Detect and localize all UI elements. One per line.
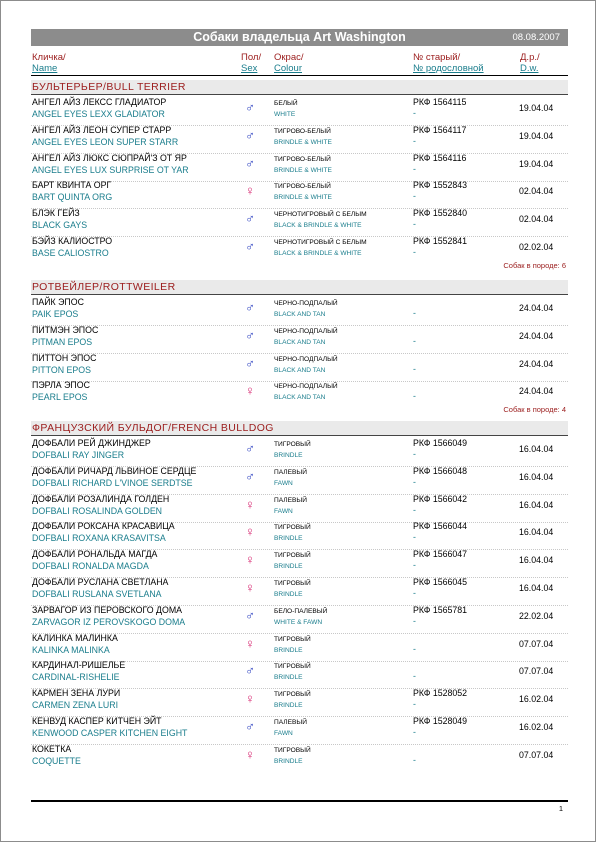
male-symbol-icon: ♂ [245,127,255,143]
dog-name-en: ANGEL EYES LEXX GLADIATOR [32,109,165,119]
dog-colour-ru: ЧЕРНО-ПОДПАЛЫЙ [274,300,338,307]
dog-name-en: KALINKA MALINKA [32,644,110,655]
dog-name-en: CARDINAL-RISHELIE [32,672,120,683]
dog-name-ru: КАЛИНКА МАЛИНКА [32,632,118,643]
dog-name-en: DOFBALI RAY JINGER [32,450,125,460]
column-header-sex-ru: Пол/ [241,52,262,63]
dog-name-ru: ПИТМЭН ЭПОС [32,324,99,335]
dog-colour-ru: ТИГРОВЫЙ [274,691,311,699]
dog-date-of-birth: 16.04.04 [519,555,554,566]
dog-row [31,208,568,237]
dog-row [31,297,568,326]
breed-count: Собак в породе: 6 [503,260,566,270]
dog-name-en: CARMEN ZENA LURI [32,700,119,711]
dog-registration-old: РКФ 1566049 [413,438,468,448]
column-header-colour-ru: Окрас/ [274,52,304,63]
dog-registration-pedigree: - [413,135,416,146]
dog-name-ru: КОКЕТКА [32,743,72,754]
dog-row [31,549,568,578]
dog-colour-en: FAWN [274,479,293,487]
column-header-name [32,52,66,74]
column-header-registration-ru: № старый/ [413,52,461,63]
dog-colour-ru: ТИГРОВЫЙ [274,552,311,560]
dog-colour-en: BLACK AND TAN [274,311,326,318]
dog-colour-en: BLACK & BRINDLE & WHITE [274,222,362,230]
dog-colour-en: BRINDLE & WHITE [274,166,332,174]
dog-name-en: BART QUINTA ORG [32,192,113,203]
dog-row [31,521,568,550]
dog-colour-ru: ЧЕРНО-ПОДПАЛЫЙ [274,383,338,391]
dog-registration-old: РКФ 1566048 [413,465,468,476]
dog-registration-old: РКФ 1552841 [413,236,468,246]
dog-registration-pedigree: - [413,308,416,318]
dog-colour-en: BRINDLE [274,702,303,710]
male-symbol-icon: ♂ [245,468,255,484]
dog-row [31,353,568,382]
dog-colour-ru: ПАЛЕВЫЙ [274,468,307,476]
dog-colour-en: BRINDLE & WHITE [274,194,332,202]
dog-date-of-birth: 16.04.04 [519,499,554,510]
female-symbol-icon: ♀ [245,746,255,762]
dog-colour-en: FAWN [274,507,293,515]
dog-colour-ru: БЕЛЫЙ [274,100,298,107]
dog-colour-ru: ЧЕРНО-ПОДПАЛЫЙ [274,355,338,363]
dog-registration-old: РКФ 1564116 [413,152,467,163]
column-header-dob-ru: Д.р./ [520,52,540,63]
dog-colour-ru: ТИГРОВЫЙ [274,580,311,587]
dog-date-of-birth: 07.07.04 [519,666,554,677]
dog-date-of-birth: 16.04.04 [519,527,554,538]
dog-colour-ru: ЧЕРНОТИГРОВЫЙ С БЕЛЫМ [274,239,367,246]
dog-name-en: ZARVAGOR IZ PEROVSKOGO DOMA [32,616,186,627]
dog-name-en: PITMAN EPOS [32,336,93,347]
breed-count: Собак в породе: 4 [503,405,566,415]
column-header-registration-en: № родословной [413,63,484,74]
dog-date-of-birth: 16.02.04 [519,722,554,732]
dog-registration-pedigree: - [413,588,416,598]
dog-row [31,97,568,126]
column-header-registration [413,52,484,74]
dog-colour-ru: ТИГРОВЫЙ [274,746,311,754]
dog-registration-pedigree: - [413,615,416,626]
dog-name-ru: ЗАРВАГОР ИЗ ПЕРОВСКОГО ДОМА [32,604,183,615]
dog-colour-ru: ПАЛЕВЫЙ [274,496,307,504]
dog-name-ru: ДОФБАЛИ РОЗАЛИНДА ГОЛДЕН [32,493,170,504]
male-symbol-icon: ♂ [245,355,255,371]
dog-date-of-birth: 19.04.04 [519,130,554,141]
dog-row [31,660,568,689]
dog-name-ru: КЕНВУД КАСПЕР КИТЧЕН ЭЙТ [32,716,162,726]
dog-name-ru: БЭЙЗ КАЛИОСТРО [32,236,113,246]
dog-registration-pedigree: - [413,476,416,487]
dog-colour-ru: ПАЛЕВЫЙ [274,719,307,726]
dog-registration-old: РКФ 1564115 [413,97,467,107]
dog-date-of-birth: 19.04.04 [519,103,554,113]
dog-registration-pedigree: - [413,191,416,202]
breed-header [31,280,568,295]
dog-row [31,605,568,634]
breed-title: РОТВЕЙЛЕР/ROTTWEILER [32,281,176,293]
dog-colour-en: WHITE & FAWN [274,618,323,626]
dog-name-en: BLACK GAYS [32,220,88,231]
dog-name-ru: БЛЭК ГЕЙЗ [32,208,80,219]
dog-registration-pedigree: - [413,247,416,257]
dog-name-ru: АНГЕЛ АЙЗ ЛЕОН СУПЕР СТАРР [32,124,172,135]
dog-name-en: PAIK EPOS [32,309,79,319]
dog-registration-old: РКФ 1552843 [413,180,468,191]
dog-colour-ru: ТИГРОВО-БЕЛЫЙ [274,183,331,191]
male-symbol-icon: ♂ [245,155,255,171]
dog-name-en: ANGEL EYES LUX SURPRISE OT YAR [32,164,189,175]
male-symbol-icon: ♂ [245,719,255,734]
dog-colour-ru: ТИГРОВЫЙ [274,524,311,532]
dog-name-ru: ПАЙК ЭПОС [32,297,84,307]
dog-date-of-birth: 02.04.04 [519,186,554,197]
dog-name-en: ANGEL EYES LEON SUPER STARR [32,136,179,147]
dog-name-ru: АНГЕЛ АЙЗ ЛЕКСС ГЛАДИАТОР [32,97,167,107]
dog-row [31,577,568,606]
breed-header [31,80,568,95]
dog-name-en: PEARL EPOS [32,392,88,403]
dog-row [31,494,568,523]
column-header-sex-en: Sex [241,63,258,74]
column-header-dob [520,52,540,74]
female-symbol-icon: ♀ [245,183,255,199]
dog-registration-old: РКФ 1566044 [413,521,468,532]
dog-name-ru: АНГЕЛ АЙЗ ЛЮКС СЮПРАЙ'З ОТ ЯР [32,152,187,163]
dog-name-ru: КАРДИНАЛ-РИШЕЛЬЕ [32,660,126,671]
dog-date-of-birth: 16.04.04 [519,471,554,482]
dog-colour-en: BRINDLE & WHITE [274,138,332,146]
dog-registration-pedigree: - [413,671,416,682]
dog-registration-pedigree: - [413,363,416,374]
dog-colour-ru: ТИГРОВЫЙ [274,663,311,671]
footer-divider [31,800,568,802]
dog-name-ru: КАРМЕН ЗЕНА ЛУРИ [32,688,121,699]
dog-date-of-birth: 24.04.04 [519,330,554,341]
dog-name-ru: ДОФБАЛИ РИЧАРД ЛЬВИНОЕ СЕРДЦЕ [32,465,197,476]
column-header-colour-en: Colour [274,63,302,74]
dog-registration-old: РКФ 1566042 [413,493,468,504]
female-symbol-icon: ♀ [245,524,255,540]
dog-registration-pedigree: - [413,335,416,346]
dog-row [31,180,568,209]
dog-row [31,633,568,662]
female-symbol-icon: ♀ [245,383,255,399]
dog-registration-pedigree: - [413,699,416,710]
female-symbol-icon: ♀ [245,496,255,512]
dog-date-of-birth: 16.04.04 [519,583,554,593]
dog-name-en: DOFBALI RICHARD L'VINOE SERDTSE [32,477,193,488]
dog-registration-pedigree: - [413,560,416,571]
dog-registration-pedigree: - [413,449,416,459]
breed-title: ФРАНЦУЗСКИЙ БУЛЬДОГ/FRENCH BULLDOG [32,422,274,434]
dog-colour-ru: ТИГРОВЫЙ [274,441,311,448]
dog-row [31,438,568,467]
dog-registration-old: РКФ 1566047 [413,549,468,560]
dog-colour-en: BRINDLE [274,646,303,654]
dog-colour-en: BLACK AND TAN [274,338,326,346]
dog-row [31,380,568,408]
dog-registration-old: РКФ 1552840 [413,208,468,219]
dog-name-en: COQUETTE [32,755,81,766]
dog-registration-old: РКФ 1566045 [413,577,468,587]
dog-colour-en: BRINDLE [274,757,303,765]
dog-registration-pedigree: - [413,504,416,515]
dog-colour-ru: ТИГРОВЫЙ [274,635,311,643]
report-title-bar [31,29,568,46]
dog-name-en: BASE CALIOSTRO [32,248,109,258]
dog-name-ru: ДОФБАЛИ РУСЛАНА СВЕТЛАНА [32,577,169,587]
page-number: 1 [558,804,563,813]
dog-colour-en: BLACK & BRINDLE & WHITE [274,250,362,257]
dog-name-ru: ДОФБАЛИ РОНАЛЬДА МАГДА [32,549,158,560]
dog-registration-pedigree: - [413,219,416,230]
dog-date-of-birth: 19.04.04 [519,158,554,169]
dog-registration-old: РКФ 1528049 [413,716,468,726]
dog-colour-en: BLACK AND TAN [274,366,326,374]
male-symbol-icon: ♂ [245,327,255,343]
breed-title: БУЛЬТЕРЬЕР/BULL TERRIER [32,81,186,93]
header-divider [31,75,568,76]
dog-colour-ru: БЕЛО-ПАЛЕВЫЙ [274,607,328,615]
dog-name-en: DOFBALI RONALDA MAGDA [32,561,149,572]
dog-colour-ru: ЧЕРНО-ПОДПАЛЫЙ [274,327,338,335]
dog-name-en: DOFBALI RUSLANA SVETLANA [32,589,162,599]
column-header-sex [241,52,261,74]
dog-row [31,466,568,495]
dog-date-of-birth: 07.07.04 [519,749,554,760]
dog-date-of-birth: 24.04.04 [519,358,554,369]
dog-colour-en: FAWN [274,730,293,737]
dog-name-en: DOFBALI ROXANA KRASAVITSA [32,533,166,544]
dog-colour-en: BRINDLE [274,674,303,682]
dog-row [31,125,568,154]
dog-colour-en: BRINDLE [274,535,303,543]
dog-date-of-birth: 24.04.04 [519,386,554,397]
dog-date-of-birth: 24.04.04 [519,303,554,313]
dog-row [31,716,568,745]
dog-colour-ru: ЧЕРНОТИГРОВЫЙ С БЕЛЫМ [274,211,367,219]
male-symbol-icon: ♂ [245,607,255,623]
dog-row [31,688,568,717]
dog-colour-en: BLACK AND TAN [274,394,326,402]
dog-row [31,153,568,182]
dog-name-ru: БАРТ КВИНТА ОРГ [32,180,112,191]
column-header-name-en: Name [32,63,58,74]
dog-name-en: PITTON EPOS [32,364,91,375]
dog-colour-ru: ТИГРОВО-БЕЛЫЙ [274,155,331,163]
dog-name-ru: ПЭРЛА ЭПОС [32,380,90,391]
dog-name-ru: ПИТТОН ЭПОС [32,352,97,363]
dog-date-of-birth: 02.02.04 [519,242,554,252]
dog-registration-pedigree: - [413,643,416,654]
dog-colour-en: BRINDLE [274,591,303,598]
dog-registration-pedigree: - [413,108,416,118]
dog-row [31,744,568,772]
dog-registration-pedigree: - [413,727,416,737]
dog-registration-pedigree: - [413,532,416,543]
male-symbol-icon: ♂ [245,300,255,315]
female-symbol-icon: ♀ [245,552,255,568]
dog-colour-en: BRINDLE [274,452,303,459]
column-header-colour [274,52,304,74]
dog-registration-pedigree: - [413,163,416,174]
dog-registration-old: РКФ 1565781 [413,604,468,615]
dog-colour-en: BRINDLE [274,563,303,571]
dog-registration-old: РКФ 1528052 [413,688,468,699]
male-symbol-icon: ♂ [245,211,255,227]
dog-date-of-birth: 07.07.04 [519,638,554,649]
dog-date-of-birth: 02.04.04 [519,214,554,225]
breed-header [31,421,568,436]
male-symbol-icon: ♂ [245,100,255,115]
dog-row [31,325,568,354]
dog-colour-en: WHITE [274,111,296,118]
dog-date-of-birth: 16.04.04 [519,444,554,454]
dog-registration-old: РКФ 1564117 [413,124,467,135]
male-symbol-icon: ♂ [245,239,255,254]
female-symbol-icon: ♀ [245,635,255,651]
female-symbol-icon: ♀ [245,691,255,707]
dog-name-en: KENWOOD CASPER KITCHEN EIGHT [32,728,188,738]
dog-row [31,236,568,264]
report-title: Собаки владельца Art Washington [193,30,406,44]
dog-registration-pedigree: - [413,391,416,402]
female-symbol-icon: ♀ [245,580,255,595]
column-header-name-ru: Кличка/ [32,52,66,63]
dog-registration-pedigree: - [413,754,416,765]
male-symbol-icon: ♂ [245,663,255,679]
column-header-dob-en: D.w. [520,63,539,74]
dog-name-en: DOFBALI ROSALINDA GOLDEN [32,505,163,516]
report-date: 08.08.2007 [512,32,560,43]
dog-name-ru: ДОФБАЛИ РОКСАНА КРАСАВИЦА [32,521,175,532]
dog-colour-ru: ТИГРОВО-БЕЛЫЙ [274,127,331,135]
dog-name-ru: ДОФБАЛИ РЕЙ ДЖИНДЖЕР [32,438,151,448]
male-symbol-icon: ♂ [245,441,255,456]
dog-date-of-birth: 22.02.04 [519,610,554,621]
dog-date-of-birth: 16.02.04 [519,694,554,705]
